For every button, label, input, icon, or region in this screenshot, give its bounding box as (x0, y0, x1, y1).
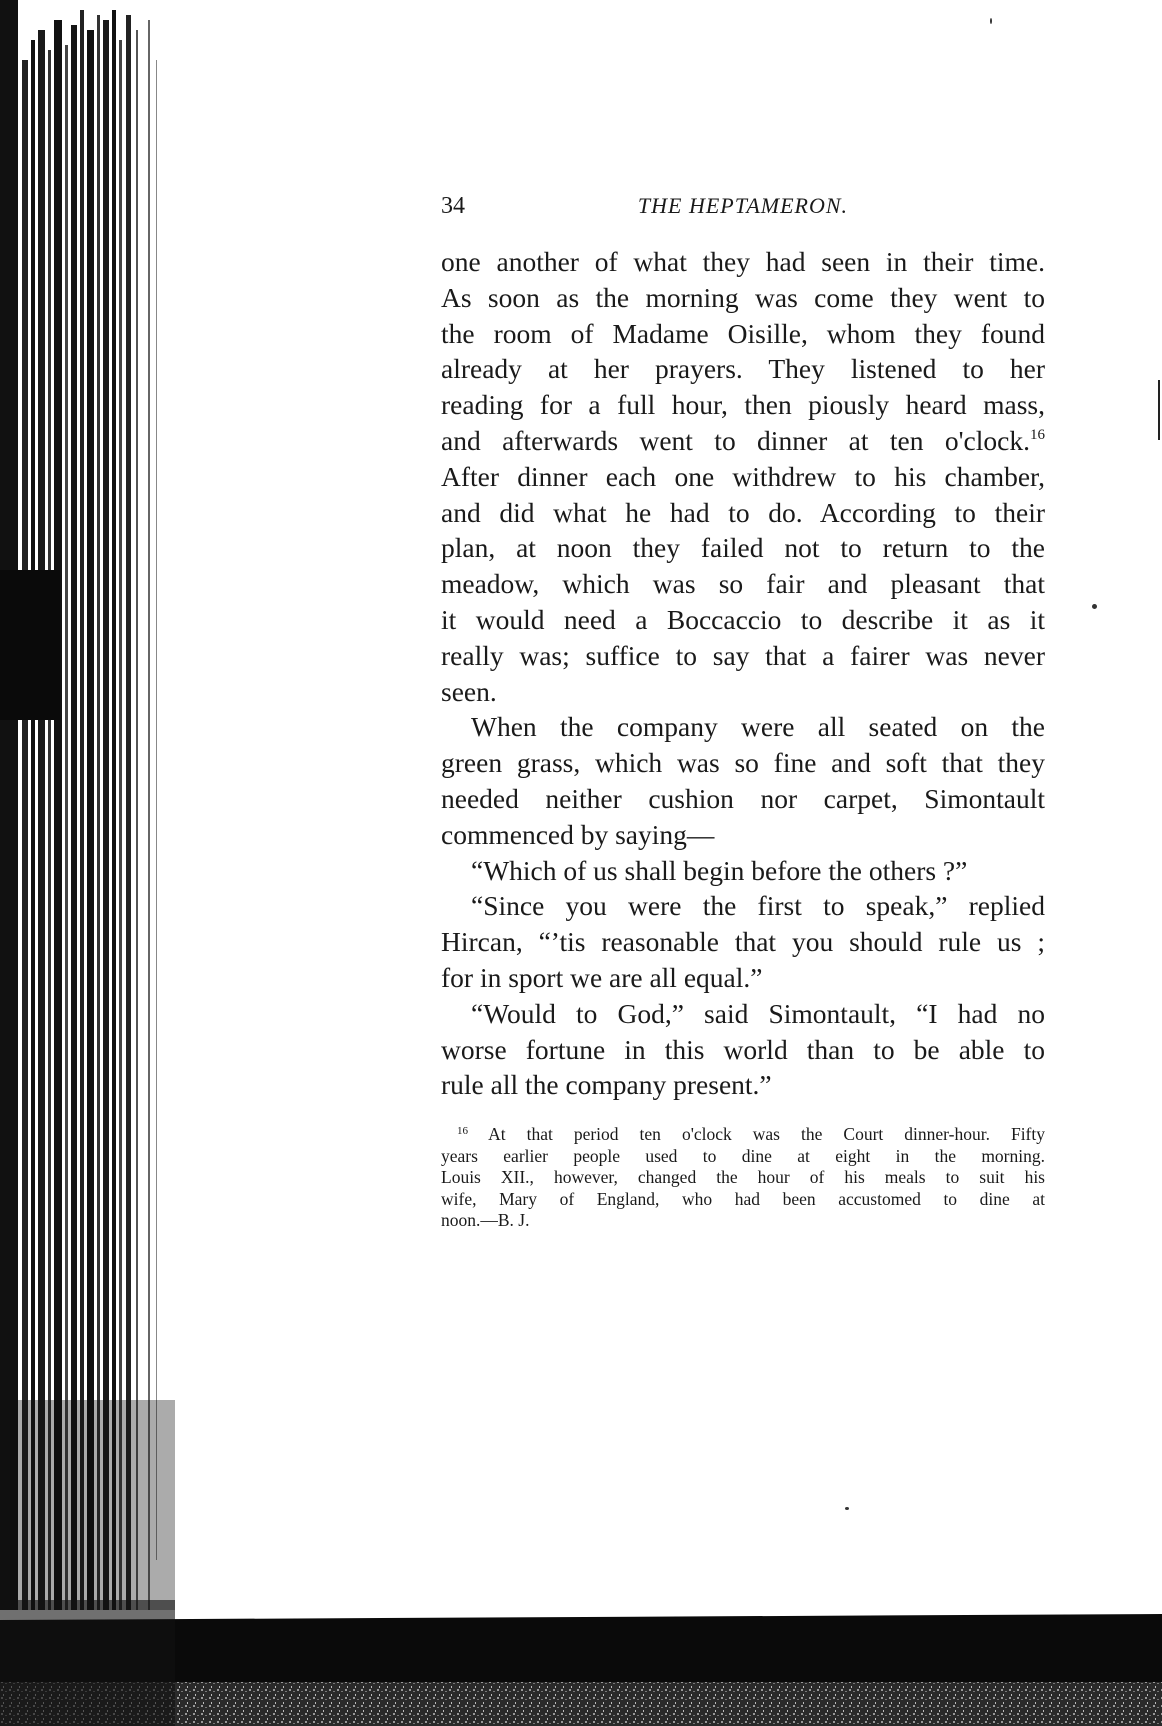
paper-speck (1092, 604, 1097, 609)
running-title: THE HEPTAMERON. (637, 193, 849, 218)
text-line: As soon as the morning was come they went to (441, 281, 1045, 313)
text-line: “Would to God,” said Simontault, “I had no (471, 997, 1045, 1029)
text-line: After dinner each one withdrew to his chamber, (441, 460, 1045, 492)
footnote-marker: 16 (457, 1125, 468, 1137)
text-line: needed neither cushion nor carpet, Simontault (441, 782, 1045, 814)
footnote-line-content: At that period ten o'clock was the Court dinner-hour. Fifty (488, 1124, 1045, 1144)
text-line: reading for a full hour, then piously heard mass, (441, 389, 1045, 421)
text-line: meadow, which was so fair and pleasant that (441, 568, 1045, 600)
footnote (441, 1124, 1045, 1232)
text-line: Hircan, “’tis reasonable that you should rule us ; (441, 926, 1045, 958)
footnote-line: Louis XII., however, changed the hour of his meals to suit his (441, 1167, 1045, 1188)
text-line: really was; suffice to say that a fairer was never (441, 639, 1045, 671)
footnote-line (441, 1124, 1045, 1146)
text-line: it would need a Boccaccio to describe it as it (441, 603, 1045, 635)
text-line: worse fortune in this world than to be able to (441, 1033, 1045, 1065)
text-line: When the company were all seated on the (471, 711, 1045, 743)
paper-speck (990, 18, 992, 24)
text-line: seen. (441, 675, 497, 707)
text-line-content: and afterwards went to dinner at ten o'clock. (441, 424, 1030, 456)
text-line: commenced by saying— (441, 818, 715, 850)
footnote-line: wife, Mary of England, who had been accustomed to dine at (441, 1188, 1045, 1209)
running-head (441, 193, 1045, 229)
footnote-line: years earlier people used to dine at eight in the morning. (441, 1145, 1045, 1166)
text-line: “Which of us shall begin before the others ?” (471, 854, 968, 886)
footnote-line: noon.—B. J. (441, 1210, 530, 1231)
margin-mark (1158, 380, 1160, 440)
text-line: plan, at noon they failed not to return to the (441, 532, 1045, 564)
text-line: one another of what they had seen in their time. (441, 246, 1045, 277)
text-line: and did what he had to do. According to their (441, 496, 1045, 528)
body-text (441, 244, 1045, 1103)
book-binding-gutter (0, 0, 175, 1610)
text-line: for in sport we are all equal.” (441, 961, 763, 993)
footnote-reference: 16 (1030, 426, 1045, 443)
text-line: green grass, which was so fine and soft that they (441, 747, 1045, 779)
text-line: “Since you were the first to speak,” replied (471, 890, 1045, 922)
scan-bottom-edge (0, 1600, 1162, 1726)
text-line: the room of Madame Oisille, whom they found (441, 317, 1045, 349)
text-line: already at her prayers. They listened to her (441, 353, 1045, 385)
text-line (441, 423, 1045, 459)
paper-speck (845, 1507, 849, 1510)
text-line: rule all the company present.” (441, 1069, 772, 1101)
page-number: 34 (441, 193, 465, 219)
